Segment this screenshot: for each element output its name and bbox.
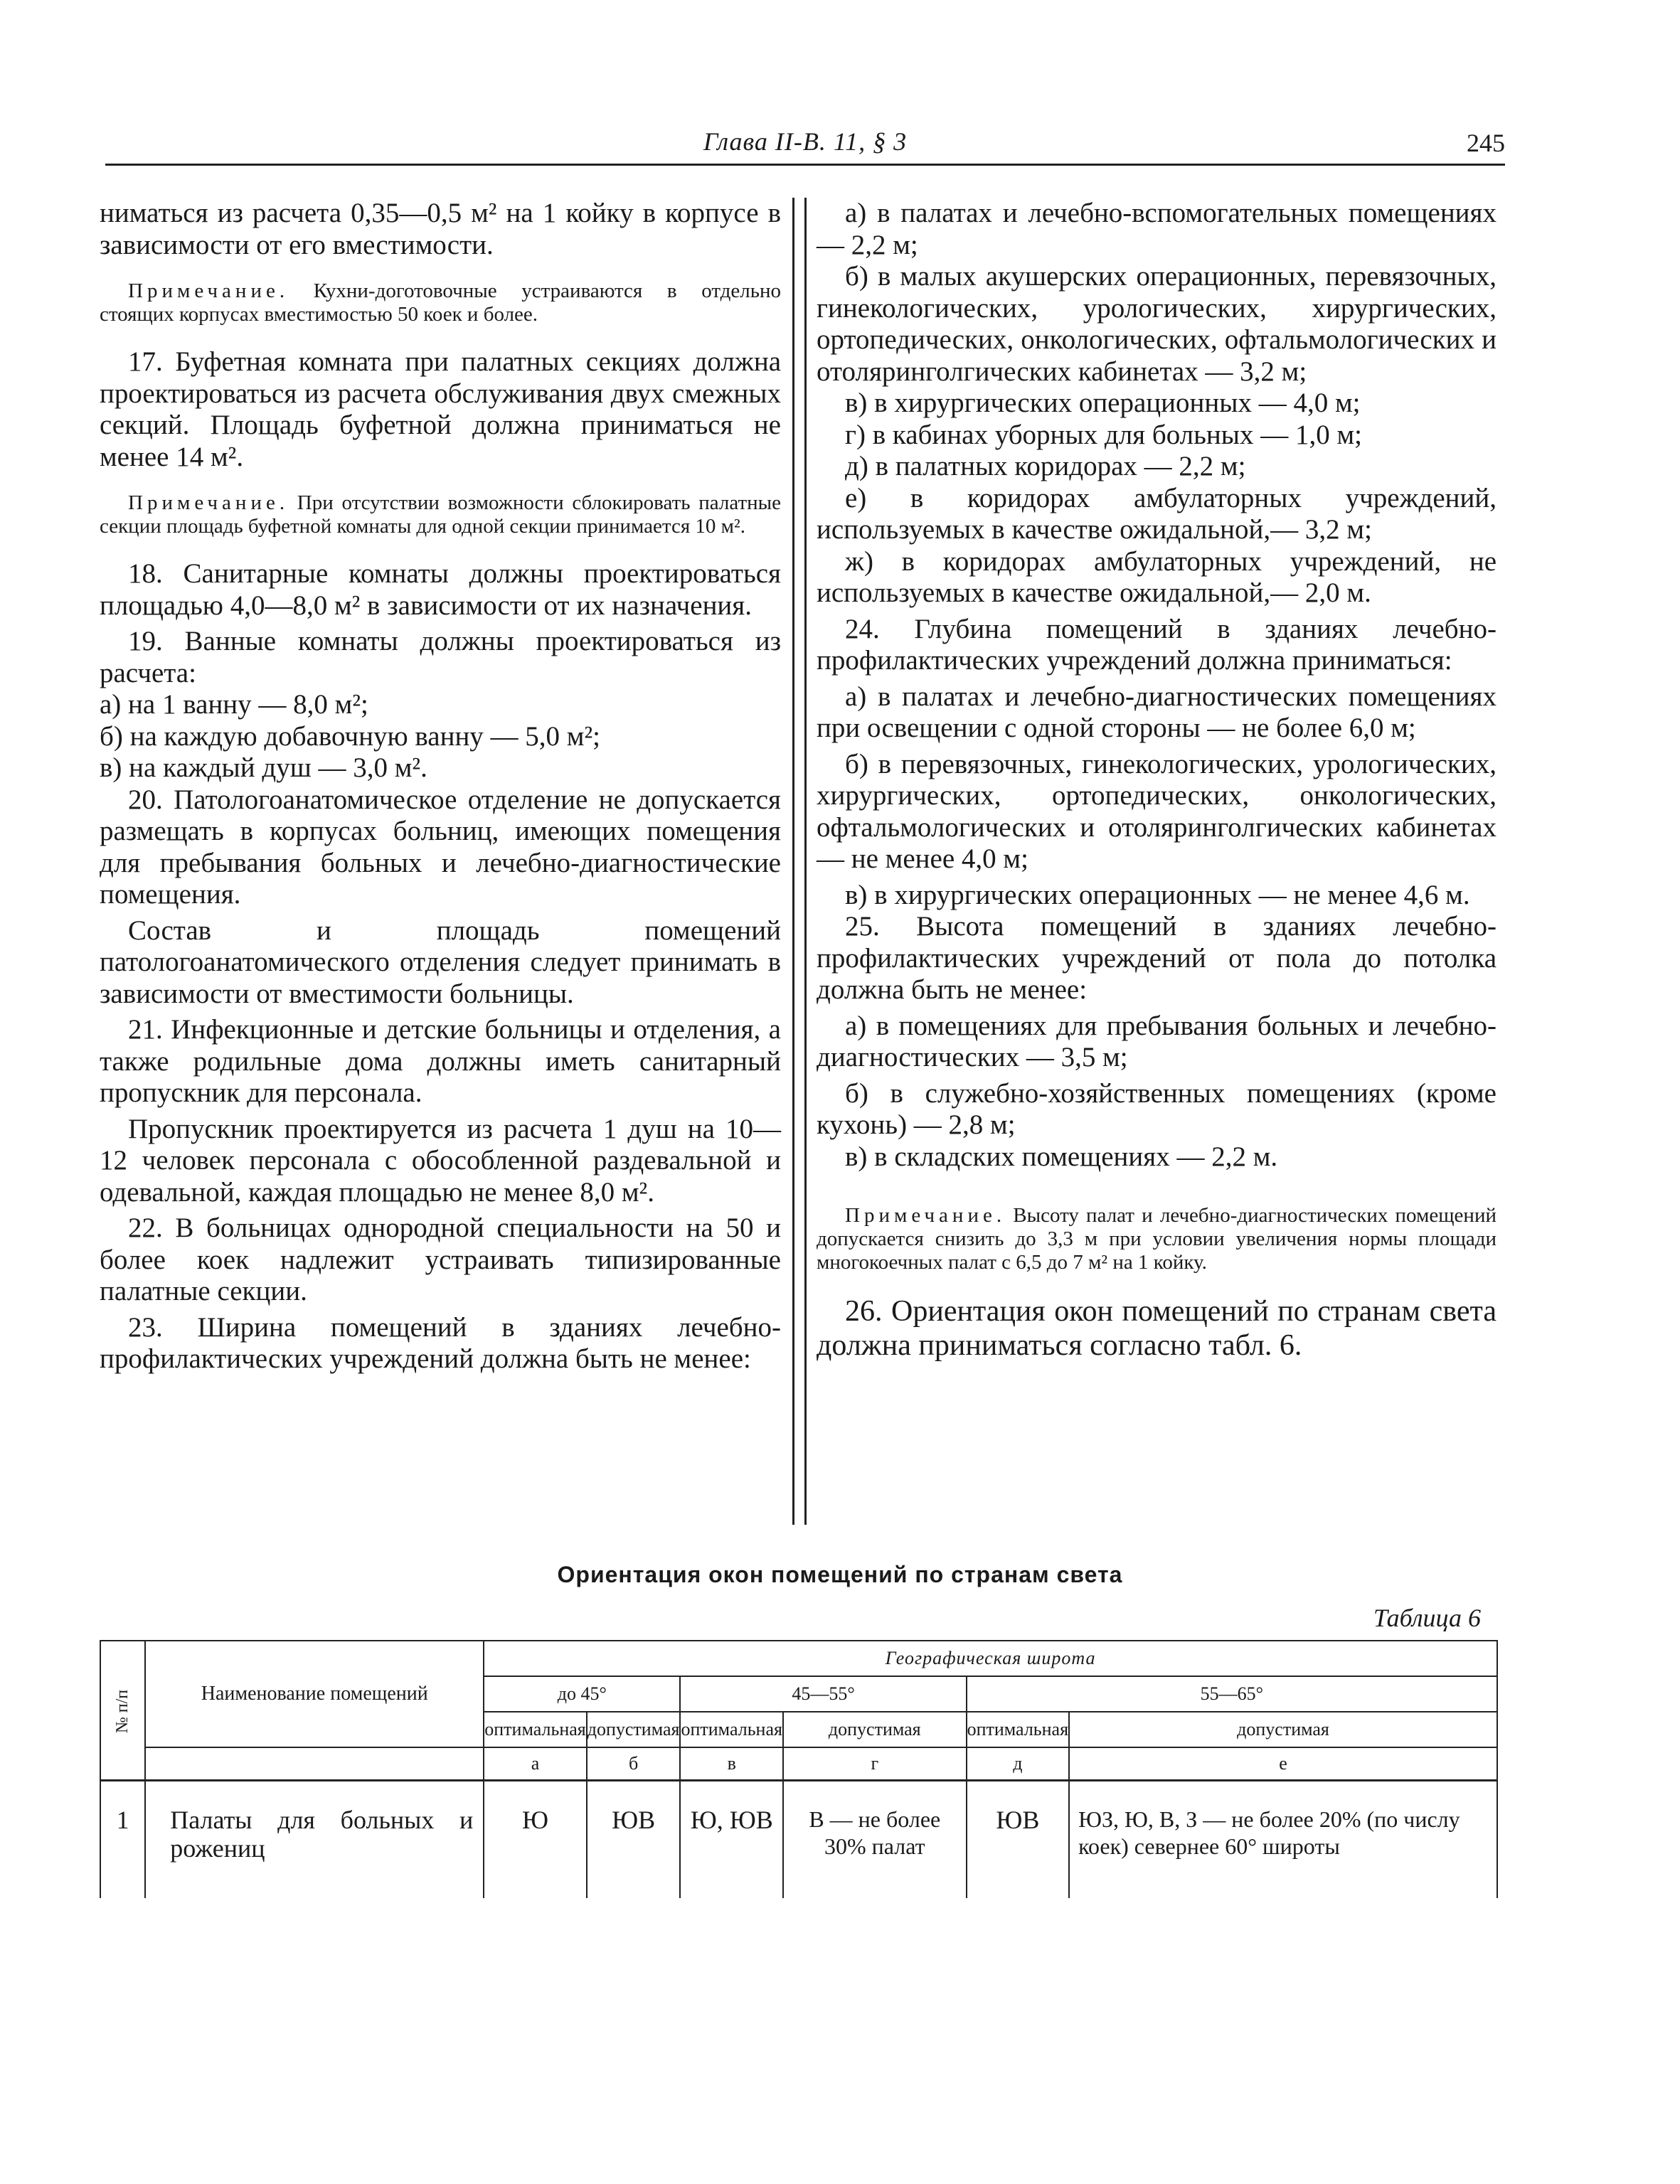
- left-column: [100, 198, 781, 1375]
- header-optimal: оптимальная: [680, 1712, 782, 1747]
- paragraph: ниматься из расчета 0,35—0,5 м² на 1 койку в корпусе в зависимости от его вместимости.: [100, 198, 781, 260]
- header-allowed: допустимая: [587, 1712, 681, 1747]
- header-letter: е: [1069, 1747, 1497, 1781]
- list-item: б) в служебно-хозяйственных помещениях (кроме кухонь) — 2,8 м;: [817, 1077, 1496, 1140]
- column-divider: [792, 198, 807, 1525]
- header-allowed: допустимая: [1069, 1712, 1497, 1747]
- row-name: Палаты для больных и рожениц: [145, 1781, 484, 1899]
- paragraph-21: 21. Инфекционные и детские больницы и отделения, а также родильные дома должны иметь санитарный пропускник для персонала.: [100, 1014, 781, 1108]
- note-label: Примечание.: [845, 1204, 1006, 1227]
- list-item: б) на каждую добавочную ванну — 5,0 м²;: [100, 720, 601, 752]
- page-number: 245: [1467, 129, 1505, 157]
- list-item: б) в перевязочных, гинекологических, урологических, хирургических, ортопедических, онкологических, офтальмологических и отоляринголгических кабинетах — не менее 4,0 м;: [817, 748, 1496, 874]
- list-item: г) в кабинах уборных для больных — 1,0 м;: [845, 419, 1363, 450]
- header-band-2: 45—55°: [680, 1676, 966, 1712]
- note: [100, 491, 781, 538]
- header-letter: [145, 1747, 484, 1781]
- header-optimal: оптимальная: [967, 1712, 1069, 1747]
- list-item: б) в малых акушерских операционных, перевязочных, гинекологических, урологических, хирургических, ортопедических, онкологических, офтальмологических и отоляринголгических кабинетах — 3,2 м;: [817, 261, 1496, 387]
- header-letter: б: [587, 1747, 681, 1781]
- cell-a: Ю: [484, 1781, 586, 1899]
- header-band-3: 55—65°: [967, 1676, 1497, 1712]
- header-cell-name: Наименование помещений: [145, 1641, 484, 1747]
- note: [100, 279, 781, 326]
- note-label: Примечание.: [128, 491, 289, 514]
- header-letter: в: [680, 1747, 782, 1781]
- paragraph-26: 26. Ориентация окон помещений по странам света должна приниматься согласно табл. 6.: [817, 1295, 1496, 1362]
- paragraph-24: 24. Глубина помещений в зданиях лечебно-профилактических учреждений должна приниматься:: [817, 613, 1496, 676]
- list-item: а) в палатах и лечебно-диагностических помещениях при освещении с одной стороны — не более 6,0 м;: [817, 681, 1496, 743]
- page-header: [105, 124, 1505, 166]
- paragraph: Состав и площадь помещений патологоанатомического отделения следует принимать в зависимости от вместимости больницы.: [100, 915, 781, 1009]
- cell-c: Ю, ЮВ: [680, 1781, 782, 1899]
- list-item: а) в помещениях для пребывания больных и лечебно-диагностических — 3,5 м;: [817, 1010, 1496, 1072]
- list-item: ж) в коридорах амбулаторных учреждений, не используемых в качестве ожидальной,— 2,0 м.: [817, 545, 1496, 608]
- table-row: [100, 1781, 1497, 1899]
- paragraph-25: 25. Высота помещений в зданиях лечебно-профилактических учреждений от пола до потолка должна быть не менее:: [817, 911, 1496, 1005]
- list-item: а) в палатах и лечебно-вспомогательных помещениях — 2,2 м;: [817, 198, 1496, 260]
- running-title: Глава II-В. 11, § 3: [703, 127, 908, 156]
- paragraph: Пропускник проектируется из расчета 1 душ на 10—12 человек персонала с обособленной раздевальной и одевальной, каждая площадью не менее 8,0 м².: [100, 1113, 781, 1208]
- list-item: е) в коридорах амбулаторных учреждений, используемых в качестве ожидальной,— 3,2 м;: [817, 482, 1496, 545]
- row-num: 1: [100, 1781, 145, 1899]
- paragraph-17: 17. Буфетная комната при палатных секциях должна проектироваться из расчета обслуживания двух смежных секций. Площадь буфетной должна приниматься не менее 14 м².: [100, 346, 781, 472]
- header-letter: д: [967, 1747, 1069, 1781]
- paragraph-19: 19. Ванные комнаты должны проектироваться из расчета:: [100, 626, 781, 688]
- right-column: [817, 198, 1496, 1363]
- orientation-table: [100, 1640, 1498, 1898]
- note-text: Кухни-доготовочные устраиваются в отдельно стоящих корпусах вместимостью 50 коек и более.: [100, 279, 781, 326]
- note: [817, 1204, 1496, 1274]
- header-letter: а: [484, 1747, 586, 1781]
- list-item: д) в палатных коридорах — 2,2 м;: [845, 451, 1246, 481]
- cell-e: ЮВ: [967, 1781, 1069, 1899]
- cell-f: ЮЗ, Ю, В, З — не более 20% (по числу коек) севернее 60° широты: [1069, 1781, 1497, 1899]
- list-item: в) на каждый душ — 3,0 м².: [100, 752, 427, 783]
- cell-d: В — не более 30% палат: [783, 1781, 967, 1899]
- table-title: Ориентация окон помещений по странам света: [557, 1562, 1123, 1587]
- header-cell-num: № п/п: [100, 1641, 145, 1781]
- note-label: Примечание.: [128, 279, 289, 302]
- paragraph-22: 22. В больницах однородной специальности на 50 и более коек надлежит устраивать типизированные палатные секции.: [100, 1213, 781, 1306]
- table-label: Таблица 6: [1373, 1604, 1481, 1632]
- list-item: в) в хирургических операционных — 4,0 м;: [845, 388, 1361, 418]
- header-band-1: до 45°: [484, 1676, 680, 1712]
- header-cell-geo: Географическая широта: [484, 1641, 1497, 1676]
- cell-b: ЮВ: [587, 1781, 681, 1899]
- header-letter: г: [783, 1747, 967, 1781]
- list-item: а) на 1 ванну — 8,0 м²;: [100, 689, 368, 720]
- paragraph-18: 18. Санитарные комнаты должны проектироваться площадью 4,0—8,0 м² в зависимости от их назначения.: [100, 558, 781, 621]
- paragraph-20: 20. Патологоанатомическое отделение не допускается размещать в корпусах больниц, имеющих помещения для пребывания больных и лечебно-диагностические помещения.: [100, 784, 781, 910]
- note-text: Высоту палат и лечебно-диагностических помещений допускается снизить до 3,3 м при условии увеличения нормы площади многокоечных палат с 6,5 до 7 м² на 1 койку.: [817, 1204, 1496, 1274]
- header-allowed: допустимая: [783, 1712, 967, 1747]
- note-text: При отсутствии возможности сблокировать палатные секции площадь буфетной комнаты для одной секции принимается 10 м².: [100, 491, 781, 538]
- list-item: в) в складских помещениях — 2,2 м.: [845, 1141, 1278, 1172]
- list-item: в) в хирургических операционных — не менее 4,6 м.: [845, 879, 1470, 910]
- paragraph-23: 23. Ширина помещений в зданиях лечебно-профилактических учреждений должна быть не менее:: [100, 1311, 781, 1374]
- header-optimal: оптимальная: [484, 1712, 586, 1747]
